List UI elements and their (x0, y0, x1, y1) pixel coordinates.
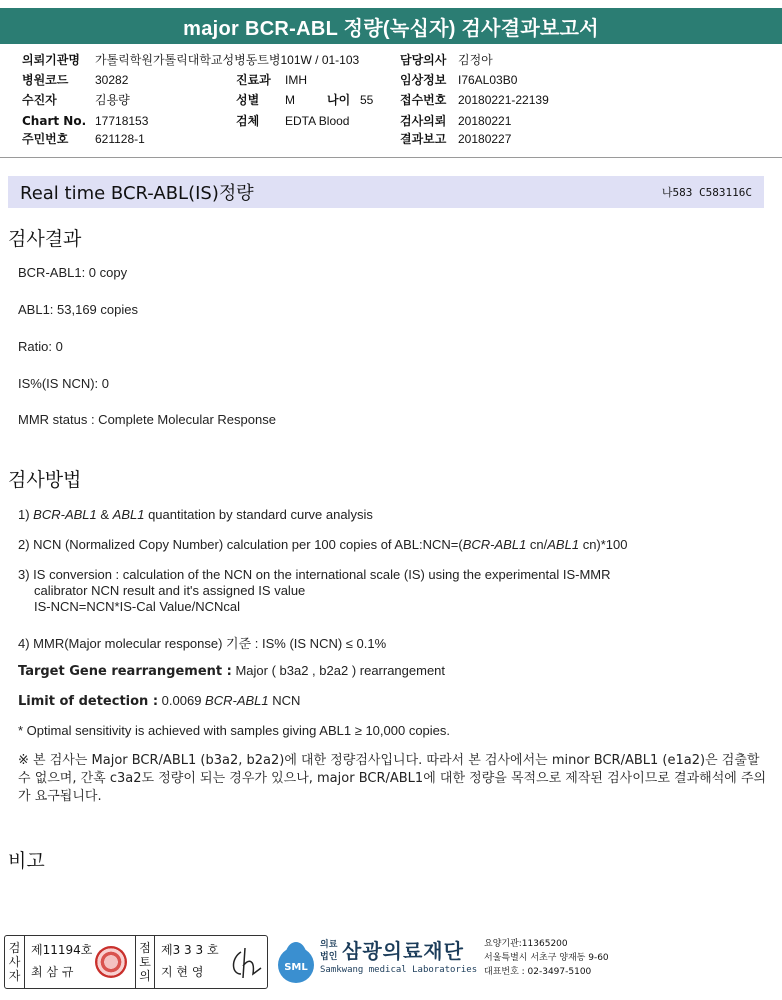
method-item-2 (18, 537, 628, 552)
report-title: major BCR-ABL 정량(녹십자) 검사결과보고서 (0, 8, 782, 44)
method-1-prefix: 1) (18, 507, 34, 522)
org-type (320, 939, 337, 963)
hospital-code-value: 30282 (95, 73, 129, 87)
id-value: 621128-1 (95, 132, 145, 146)
org-type-line-1: 의료 (320, 940, 338, 950)
method-2-gene-bcr: BCR-ABL1 (462, 537, 527, 552)
inspector-number: 제11194호 (31, 943, 93, 957)
method-item-1 (18, 507, 373, 522)
method-3-line-3: IS-NCN=NCN*IS-Cal Value/NCNcal (34, 599, 241, 614)
org-address: 서울특별시 서초구 양재동 9-60 (484, 953, 609, 963)
target-gene-label: Target Gene rearrangement : (18, 664, 232, 679)
limit-unit: NCN (268, 693, 301, 708)
doctor-value: 김정아 (458, 53, 493, 67)
signature-box (4, 935, 268, 989)
specimen-value: EDTA Blood (285, 114, 350, 128)
sex-value: M (285, 93, 295, 107)
method-heading: 검사방법 (8, 469, 82, 491)
hospital-code-label: 병원코드 (22, 73, 69, 87)
method-2-mid: cn/ (526, 537, 548, 552)
footer (0, 935, 782, 993)
org-type-line-2: 법인 (320, 952, 338, 962)
org-code: 요양기관:11365200 (484, 939, 568, 949)
inspector-char-2: 사 (8, 955, 21, 969)
report-date-label: 결과보고 (400, 132, 447, 146)
chart-value: 17718153 (95, 114, 149, 128)
clinical-value: I76AL03B0 (458, 73, 518, 87)
limit-value: 0.0069 (158, 693, 206, 708)
confirmer-name: 지 현 영 (161, 965, 204, 979)
limit-of-detection (18, 693, 300, 709)
header-divider (0, 157, 782, 158)
signature-icon (227, 944, 263, 982)
method-3-line-1: 3) IS conversion : calculation of the NCN on the international scale (IS) using the experimental IS-MMR (18, 567, 611, 582)
test-name: Real time BCR-ABL(IS)정량 (20, 183, 254, 204)
institution-label: 의뢰기관명 (22, 53, 80, 67)
confirmer-number: 제3 3 3 호 (161, 943, 219, 957)
result-bcr-abl1: BCR-ABL1: 0 copy (18, 265, 128, 280)
target-gene-value: Major ( b3a2 , b2a2 ) rearrangement (231, 663, 446, 678)
receipt-label: 접수번호 (400, 93, 447, 107)
test-header (8, 176, 764, 208)
result-abl1: ABL1: 53,169 copies (18, 302, 138, 317)
inspector-char-3: 자 (8, 969, 21, 983)
age-label: 나이 (327, 93, 351, 107)
result-is-percent: IS%(IS NCN): 0 (18, 376, 110, 391)
chart-label: Chart No. (22, 114, 87, 128)
inspector-vertical-label (5, 936, 25, 988)
sex-label: 성별 (236, 93, 260, 107)
inspector-seal-icon (95, 946, 127, 978)
inspector-name: 최 삼 규 (31, 965, 74, 979)
remarks-heading: 비고 (8, 850, 45, 872)
department-value: IMH (285, 73, 307, 87)
specimen-label: 검체 (236, 114, 260, 128)
org-name: 삼광의료재단 (342, 939, 464, 963)
sensitivity-note: * Optimal sensitivity is achieved with samples giving ABL1 ≥ 10,000 copies. (18, 723, 451, 738)
doctor-label: 담당의사 (400, 53, 447, 67)
result-mmr-status: MMR status : Complete Molecular Response (18, 412, 276, 427)
request-label: 검사의뢰 (400, 114, 447, 128)
org-contact-info (484, 937, 609, 979)
report-date-value: 20180227 (458, 132, 512, 146)
age-value: 55 (360, 93, 374, 107)
result-ratio: Ratio: 0 (18, 339, 63, 354)
sml-logo-icon (272, 937, 320, 985)
method-1-rest: quantitation by standard curve analysis (144, 507, 373, 522)
org-english-name: Samkwang medical Laboratories (320, 965, 478, 975)
collector-value: 김용량 (95, 93, 130, 107)
institution-value: 가톨릭학원가톨릭대학교성병동트병101W / 01-103 (95, 53, 360, 67)
clinical-label: 임상정보 (400, 73, 447, 87)
org-phone: 대표번호 : 02-3497-5100 (484, 967, 592, 977)
method-1-gene-abl: ABL1 (112, 507, 145, 522)
target-gene (18, 663, 445, 679)
method-1-amp: & (96, 507, 113, 522)
method-1-gene-bcr: BCR-ABL1 (33, 507, 97, 522)
confirmer-char-3: 의 (139, 969, 151, 983)
limit-label: Limit of detection : (18, 694, 159, 709)
id-label: 주민번호 (22, 132, 69, 146)
method-3-line-2: calibrator NCN result and it's assigned IS value (34, 583, 306, 598)
logo-text: SML (284, 962, 308, 973)
method-item-3 (18, 567, 611, 615)
method-caution-note: ※ 본 검사는 Major BCR/ABL1 (b3a2, b2a2)에 대한 정량검사입니다. 따라서 본 검사에서는 minor BCR/ABL1 (e1a2)은 검출할 수 없으며, 간혹 c3a2도 정량이 되는 경우가 있으나, major BCR/ABL1에 대한 정량을 목적으로 제작된 검사이므로 결과해석에 주의가 요구됩니다. (18, 753, 767, 804)
method-2-gene-abl: ABL1 (547, 537, 580, 552)
method-item-4: 4) MMR(Major molecular response) 기준 : IS% (IS NCN) ≤ 0.1% (18, 636, 387, 651)
receipt-value: 20180221-22139 (458, 93, 549, 107)
request-value: 20180221 (458, 114, 512, 128)
limit-gene: BCR-ABL1 (205, 693, 269, 708)
results-heading: 검사결과 (8, 228, 82, 250)
confirmer-char-1: 점 (139, 941, 151, 955)
test-code: 나583 C583116C (661, 186, 752, 199)
method-2-text: 2) NCN (Normalized Copy Number) calculation per 100 copies of ABL:NCN=( (18, 537, 463, 552)
inspector-char-1: 검 (8, 941, 21, 955)
method-2-end: cn)*100 (579, 537, 628, 552)
confirmer-vertical-label (135, 936, 155, 988)
collector-label: 수진자 (22, 93, 57, 107)
confirmer-char-2: 토 (139, 955, 151, 969)
department-label: 진료과 (236, 73, 271, 87)
